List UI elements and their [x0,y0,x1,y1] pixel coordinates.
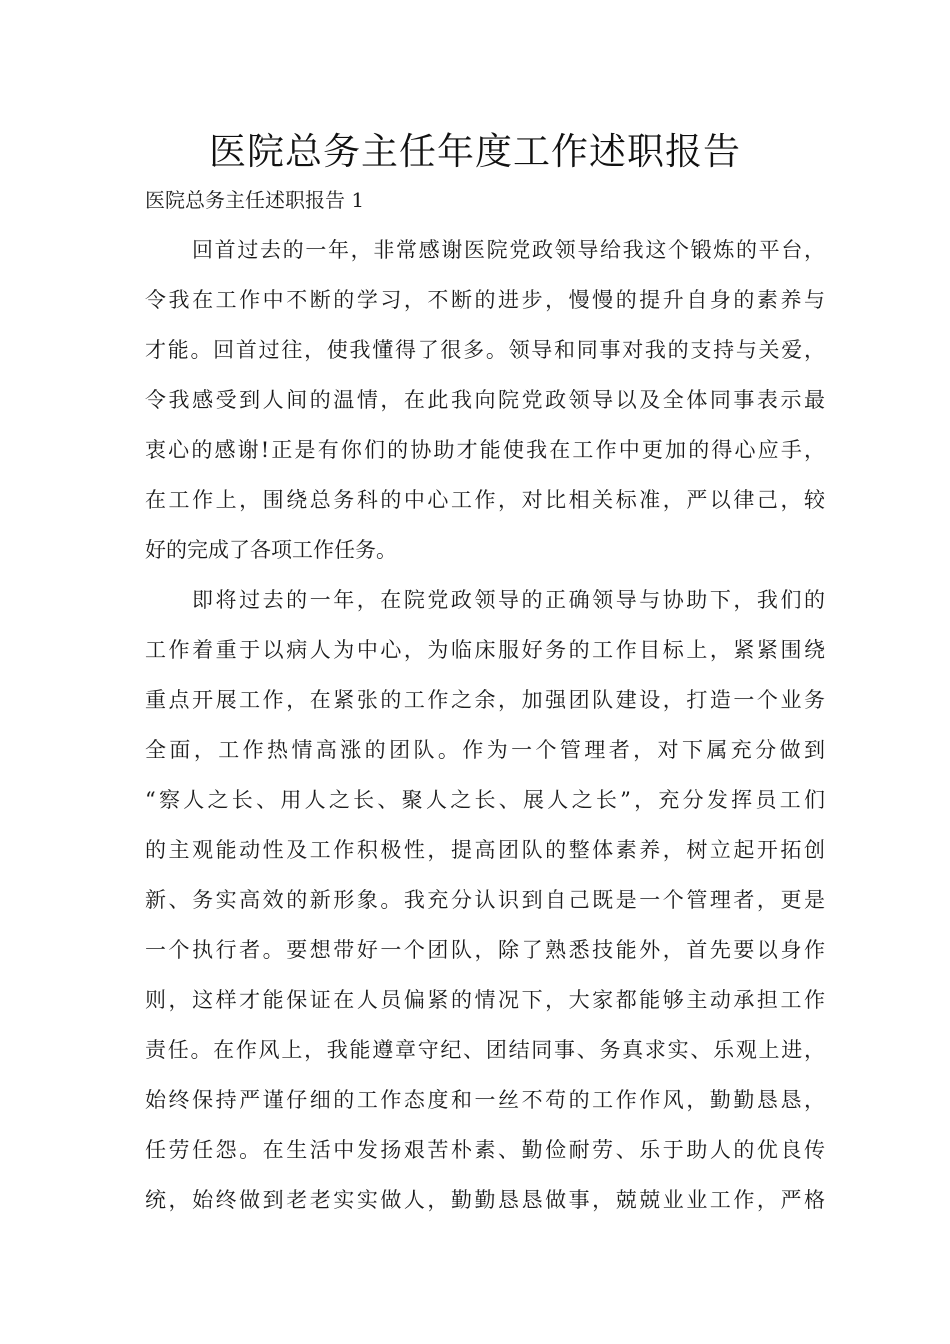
document-title: 医院总务主任年度工作述职报告 [209,130,741,173]
body-line: 在工作上，围绕总务科的中心工作，对比相关标准，严以律己，较 [145,488,825,512]
document-subtitle: 医院总务主任述职报告 1 [145,188,365,212]
body-line: 全面，工作热情高涨的团队。作为一个管理者，对下属充分做到 [145,738,825,762]
body-line: 才能。回首过往，使我懂得了很多。领导和同事对我的支持与关爱， [145,338,825,362]
body-line: 新、务实高效的新形象。我充分认识到自己既是一个管理者，更是 [145,888,825,912]
body-line: 好的完成了各项工作任务。 [145,538,397,562]
body-line: 重点开展工作，在紧张的工作之余，加强团队建设，打造一个业务 [145,688,825,712]
body-line: 衷心的感谢!正是有你们的协助才能使我在工作中更加的得心应手， [145,438,825,462]
body-line: 工作着重于以病人为中心，为临床服好务的工作目标上，紧紧围绕 [145,638,825,662]
body-line: 回首过去的一年，非常感谢医院党政领导给我这个锻炼的平台， [192,238,825,262]
body-line: 一个执行者。要想带好一个团队，除了熟悉技能外，首先要以身作 [145,938,825,962]
body-line: 任劳任怨。在生活中发扬艰苦朴素、勤俭耐劳、乐于助人的优良传 [145,1138,825,1162]
body-line: 责任。在作风上，我能遵章守纪、团结同事、务真求实、乐观上进， [145,1038,825,1062]
body-line: 的主观能动性及工作积极性，提高团队的整体素养，树立起开拓创 [145,838,825,862]
body-line: 令我感受到人间的温情，在此我向院党政领导以及全体同事表示最 [145,388,825,412]
body-line: “察人之长、用人之长、聚人之长、展人之长”，充分发挥员工们 [145,788,825,812]
body-line: 令我在工作中不断的学习，不断的进步，慢慢的提升自身的素养与 [145,288,825,312]
body-line: 始终保持严谨仔细的工作态度和一丝不苟的工作作风，勤勤恳恳， [145,1088,825,1112]
body-line: 统，始终做到老老实实做人，勤勤恳恳做事，兢兢业业工作，严格 [145,1188,825,1212]
body-line: 则，这样才能保证在人员偏紧的情况下，大家都能够主动承担工作 [145,988,825,1012]
body-line: 即将过去的一年，在院党政领导的正确领导与协助下，我们的 [192,588,825,612]
